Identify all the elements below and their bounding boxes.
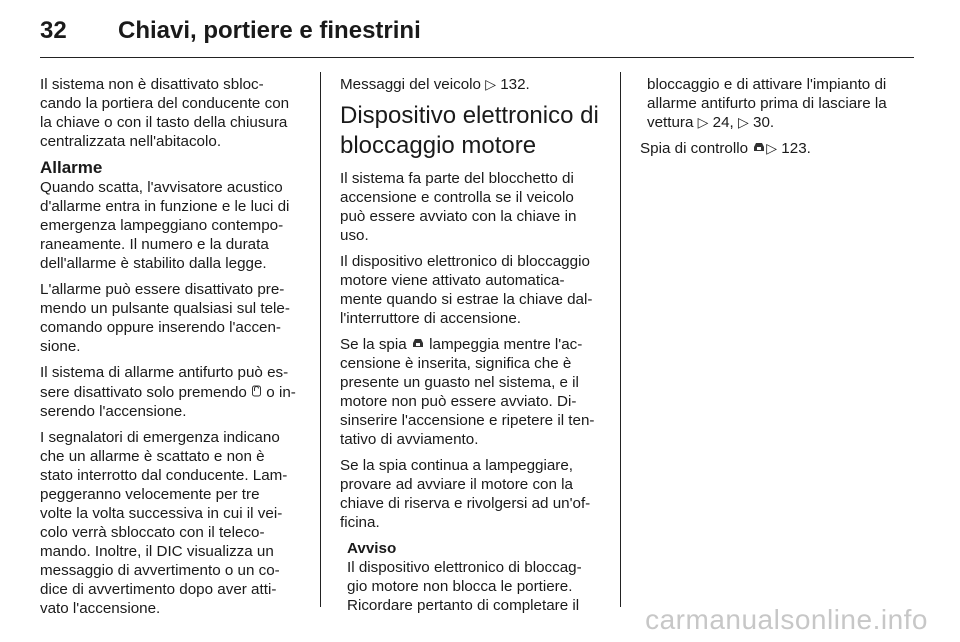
immobilizer-lamp-icon [752, 139, 766, 158]
column-left [40, 75, 308, 625]
watermark: carmanualsonline.info [645, 604, 928, 635]
paragraph: Se la spia lampeggia mentre l'ac- censione è inserita, significa che è presente un guasto nel sistema, e il motore non può essere avviato. Di- sinserire l'accensione e ripetere il ten- tativo di avviamento. [340, 336, 595, 448]
section-heading-allarme: Allarme [40, 158, 103, 177]
notice-continued: bloccaggio e di attivare l'impianto di allarme antifurto prima di lasciare la vettura ▷ 24, ▷ 30. [647, 76, 887, 131]
column-middle [340, 75, 605, 615]
page-header-title: Chiavi, portiere e finestrini [118, 17, 421, 44]
section-heading-immobilizer: Dispositivo elettronico di bloccaggio motore [340, 102, 599, 159]
paragraph: L'allarme può essere disattivato pre- mendo un pulsante qualsiasi sul tele- comando oppure inserendo l'accen- sione. [40, 281, 290, 355]
header-rule [40, 57, 914, 58]
paragraph: I segnalatori di emergenza indicano che un allarme è scattato e non è stato interrotto dal conducente. Lam- peggeranno velocemente per tre volte la volta successiva in cui il vei- colo verrà sbloccato con il teleco- mando. Inoltre, il DIC visualizza un messaggio di avvertimento o un co- dice di avvertimento dopo aver atti- vato l'accensione. [40, 429, 288, 617]
immobilizer-lamp-icon [411, 335, 425, 354]
paragraph: Il sistema fa parte del blocchetto di accensione e controlla se il veicolo può essere avviato con la chiave in uso. [340, 170, 577, 244]
cross-reference: Messaggi del veicolo ▷ 132. [340, 76, 530, 93]
paragraph: Il sistema non è disattivato sbloc- cando la portiera del conducente con la chiave o con il tasto della chiusura centralizzata nell'abitacolo. [40, 76, 290, 150]
paragraph: Quando scatta, l'avvisatore acustico d'allarme entra in funzione e le luci di emergenza lampeggiano contempo- raneamente. Il numero e la durata dell'allarme è stabilito dalla legge. [40, 179, 290, 272]
column-divider [620, 72, 621, 607]
ref-arrow-icon: ▷ [766, 140, 778, 156]
key-fob-unlock-icon [251, 382, 262, 402]
notice-title: Avviso [347, 540, 397, 557]
page-number: 32 [40, 17, 67, 44]
paragraph: Se la spia continua a lampeggiare, provare ad avviare il motore con la chiave di riserva e rivolgersi ad un'of- ficina. [340, 457, 591, 531]
column-divider [320, 72, 321, 607]
paragraph: Il dispositivo elettronico di bloccaggio motore viene attivato automatica- mente quando si estrae la chiave dal- l'interruttore di accensione. [340, 253, 593, 327]
column-right [640, 75, 908, 165]
ref-arrow-icon: ▷ [485, 76, 496, 92]
notice-box: Avviso Il dispositivo elettronico di bloccag- gio motore non blocca le portiere. Ricordare pertanto di completare il [347, 539, 605, 615]
ref-arrow-icon: ▷ [738, 114, 749, 130]
paragraph: Spia di controllo ▷ 123. [640, 140, 811, 157]
paragraph: Il sistema di allarme antifurto può es- sere disattivato solo premendo o in- serendo l'accensione. [40, 364, 296, 420]
ref-arrow-icon: ▷ [697, 114, 709, 130]
